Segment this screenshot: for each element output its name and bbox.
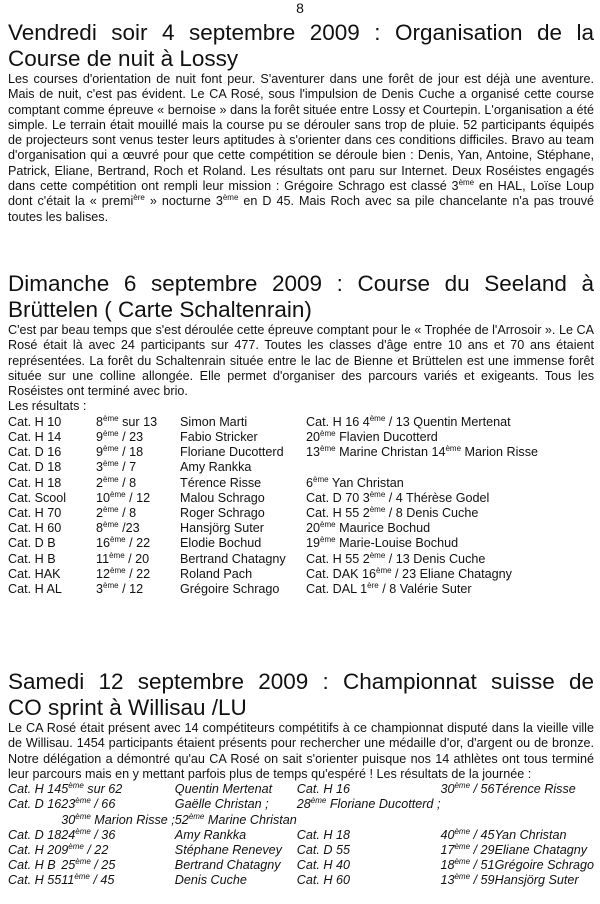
table-row [8,536,538,551]
result-cell: 52ème Marine Christan [174,811,297,827]
result-cell: 11ème / 20 [96,550,150,566]
result-cell: Bertrand Chatagny [174,858,281,873]
result-cell [440,813,494,828]
result-cell: 12ème / 22 [96,565,151,581]
table-row [8,813,594,828]
result-cell: Cat. H 18 [8,475,62,490]
result-cell: 24ème / 36 [61,826,116,842]
result-cell: Cat. D 55 [296,843,350,857]
result-cell: 9ème / 18 [96,444,144,460]
result-cell: Yan Christan [494,827,567,842]
section-title-line1: Vendredi soir 4 septembre 2009 : Organisation de la [8,20,594,45]
section-seeland [8,271,594,597]
section-title-line2: Course de nuit à Lossy [8,46,239,71]
result-cell: 11ème / 45 [61,872,115,888]
table-row [8,567,538,582]
table-row [8,873,594,888]
result-cell: Cat. H 10 [8,414,62,429]
result-cell: 40ème / 45 [440,826,495,842]
result-cell [8,813,61,828]
result-cell: Elodie Bochud [180,536,262,551]
result-cell: 20ème Maurice Bochud [306,520,431,536]
section-willisau [8,669,594,889]
result-cell: Cat. H 20 [8,843,62,857]
result-cell: Cat. D 70 3ème / 4 Thérèse Godel [306,489,490,505]
result-cell: Cat. H 16 [296,782,350,797]
result-cell: Grégoire Schrago [180,581,280,596]
section-title [8,271,594,323]
section-title-line1: Dimanche 6 septembre 2009 : Course du Seeland à [8,271,594,296]
results-table [8,782,594,888]
result-cell: Simon Marti [180,414,248,429]
result-cell: Stéphane Renevey [174,843,282,857]
section-paragraph: Les courses d'orientation de nuit font peur. S'aventurer dans une forêt de jour est déjà une aventure. Mais de nuit, c'est pas évident. Le CA Rosé, sous l'impulsion de Denis Cuche a organisé cette course comptant comme épreuve « bernoise » dans la forêt située entre Lossy et Courtepin. L'organisation a été simple. Le terrain était mouillé mais la course pu se dérouler sans trop de pluie. 52 participants équipés de projecteurs sont venus tester leurs aptitudes à s'orienter dans ces conditions difficiles. Bravo au team d'organisation qui a œuvré pour que cette compétition se déroule bien : Denis, Yan, Antoine, Stéphane, Patrick, Eliane, Bertrand, Roch et Roland. Les résultats ont paru sur Internet. Deux Roséistes engagés dans cette compétition ont rempli leur mission : Grégoire Schrago est classé 3ème en HAL, Loïse Loup dont c'était la « premi$^{ère}$ » nocturne 3ème en D 45. Mais Roch avec sa pile chancelante n'a pas trouvé toutes les balises. [8,72,595,224]
result-cell: Hansjörg Suter [494,873,579,888]
result-cell: Grégoire Schrago [494,858,594,873]
result-cell: 13ème Marine Christan 14ème Marion Risse [306,444,539,460]
page-number: 8 [296,0,304,16]
result-cell: Roger Schrago [180,505,265,520]
result-cell: Floriane Ducotterd [180,445,284,460]
table-row [8,521,538,536]
result-cell: 6ème Yan Christan [306,474,404,490]
result-cell: 25ème / 25 [61,857,116,873]
result-cell: Cat. HAK [8,566,61,581]
result-cell: Hansjörg Suter [180,521,264,536]
section-title [8,20,594,72]
section-title [8,669,594,721]
result-cell: Malou Schrago [180,490,265,505]
result-cell [495,813,594,828]
result-cell: Cat. Scool [8,490,67,505]
result-cell: 30ème Marion Risse ; [61,811,175,827]
result-cell: 3ème / 7 [96,459,137,475]
result-cell: 13ème / 59 [440,872,495,888]
result-cell: Cat. H 70 [8,505,62,520]
result-cell: 16ème / 22 [96,535,151,551]
section-title-line1: Samedi 12 septembre 2009 : Championnat suisse de [8,669,594,694]
result-cell: 18ème / 51 [440,857,495,873]
section-paragraph: C'est par beau temps que s'est déroulée cette épreuve comptant pour le « Trophée de l'Arrosoir ». Le CA Rosé était là avec 24 participants sur 477. Toutes les classes d'âge entre 10 ans et 70 ans étaient représentées. La forêt du Schaltenrain située entre le lac de Bienne et Brüttelen est une immense forêt située sur une colline allongée. Elle permet d'organiser des parcours variés et exigeants. Tous les Roséistes ont terminé avec brio. [8,323,594,399]
result-cell: Cat. H 55 2ème / 13 Denis Cuche [306,550,486,566]
result-cell: Cat. H 16 4ème / 13 Quentin Mertenat [306,413,511,429]
section-title-line2: CO sprint à Willisau /LU [8,695,247,720]
result-cell: Bertrand Chatagny [180,551,286,566]
result-cell [306,460,538,475]
results-label: Les résultats : [8,399,87,414]
result-cell [495,797,594,812]
table-row [8,858,594,873]
result-cell [297,813,441,828]
result-cell: Fabio Stricker [180,429,258,444]
result-cell: Eliane Chatagny [494,843,588,857]
result-cell: Roland Pach [180,566,253,581]
result-cell: Denis Cuche [174,873,247,888]
result-cell: 9ème / 23 [96,428,144,444]
result-cell: Cat. H B [8,551,56,566]
result-cell: Cat. D 18 [8,460,62,475]
result-cell: 10ème / 12 [96,489,151,505]
result-cell: 23ème / 66 [61,796,116,812]
result-cell: Amy Rankka [180,460,252,475]
result-cell: 30ème / 56 [440,781,495,797]
table-row [8,430,538,445]
table-row [8,582,538,597]
table-row [8,460,538,475]
result-cell: Cat. H AL [8,581,62,596]
table-row [8,552,538,567]
result-cell: Cat. H 55 2ème / 8 Denis Cuche [306,504,479,520]
result-cell: 5ème sur 62 [61,781,123,797]
result-cell: Gaëlle Christan ; [174,797,269,812]
results-table [8,415,538,597]
table-row [8,415,538,430]
result-cell: Amy Rankka [174,827,247,842]
result-cell: 8ème /23 [96,520,140,536]
result-cell: Cat. D 16 [8,445,62,460]
result-cell: 28ème Floriane Ducotterd ; [296,796,441,812]
result-cell: Cat. H 40 [296,858,350,873]
table-row [8,506,538,521]
table-row [8,476,538,491]
result-cell: Cat. D 18 [8,827,62,842]
result-cell: 2ème / 8 [96,504,137,520]
result-cell: Cat. H 60 [8,521,62,536]
table-row [8,843,594,858]
result-cell: Quentin Mertenat [174,782,273,797]
result-cell [440,797,494,812]
result-cell: Térence Risse [494,782,576,797]
table-row [8,828,594,843]
table-row [8,782,594,797]
result-cell: Cat. H B [8,858,56,873]
result-cell: 20ème Flavien Ducotterd [306,428,438,444]
result-cell: 9ème / 22 [61,842,109,857]
result-cell: Cat. DAK 16ème / 23 Eliane Chatagny [306,565,512,581]
table-row [8,445,538,460]
result-cell: Cat. D B [8,536,56,551]
section-lossy [8,20,594,225]
result-cell: Cat. H 14 [8,782,62,797]
result-cell: Térence Risse [180,475,262,490]
section-title-line2: Brüttelen ( Carte Schaltenrain) [8,297,312,322]
table-row [8,797,594,812]
result-cell: Cat. H 18 [296,827,350,842]
result-cell: Cat. H 60 [296,873,350,888]
section-paragraph: Le CA Rosé était présent avec 14 compétiteurs compétitifs à ce championnat disputé dans la vieille ville de Willisau. 1454 participants étaient présents pour rechercher une médaille d'or, d'argent ou de bronze. Notre délégation a démontré qu'au CA Rosé on sait s'orienter puisque nos 14 athlètes ont tous terminé leur parcours mais en y mettant parfois plus de temps qu'espéré ! Les résultats de la journée : [8,721,594,781]
result-cell: Cat. DAL 1ère / 8 Valérie Suter [306,580,472,596]
result-cell: 17ème / 29 [440,842,495,857]
result-cell: 19ème Marie-Louise Bochud [306,535,459,551]
table-row [8,491,538,506]
result-cell: 2ème / 8 [96,474,137,490]
result-cell: 8ème sur 13 [96,413,158,429]
result-cell: Cat. H 14 [8,429,62,444]
result-cell: 3ème / 12 [96,580,144,596]
result-cell: Cat. H 55 [8,873,62,888]
result-cell: Cat. D 16 [8,797,62,812]
